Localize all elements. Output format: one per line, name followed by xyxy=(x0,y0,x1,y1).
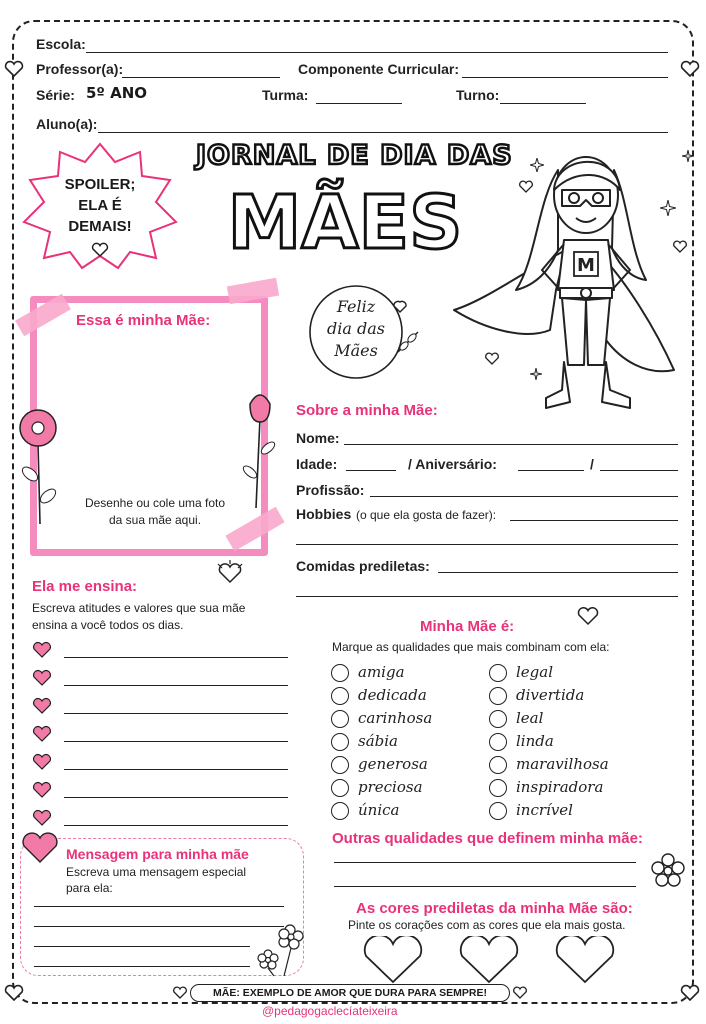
quality-label: única xyxy=(358,801,400,819)
photo-title: Essa é minha Mãe: xyxy=(76,312,211,329)
message-instruction-line-1: Escreva uma mensagem especial xyxy=(66,865,247,879)
heart-icon xyxy=(172,986,188,1000)
teaches-field[interactable] xyxy=(64,825,288,826)
student-field[interactable] xyxy=(98,132,668,133)
teaches-instruction xyxy=(32,600,245,634)
quality-label: generosa xyxy=(358,755,428,773)
teaches-title: Ela me ensina: xyxy=(32,578,138,595)
teaches-field[interactable] xyxy=(64,713,288,714)
heart-icon xyxy=(214,560,246,586)
class-field[interactable] xyxy=(316,103,402,104)
quality-label: preciosa xyxy=(358,778,423,796)
message-instruction xyxy=(66,864,246,896)
quality-checkbox[interactable] xyxy=(489,710,507,728)
heart-icon xyxy=(680,60,700,78)
colors-instruction: Pinte os corações com as cores que ela mais gosta. xyxy=(348,918,626,932)
sparkle-icon xyxy=(682,150,694,162)
teaches-field[interactable] xyxy=(64,797,288,798)
badge-line-3: Mães xyxy=(334,341,378,360)
title-line-1: JORNAL DE DIA DAS xyxy=(196,140,513,171)
teacher-field[interactable] xyxy=(122,77,280,78)
hobbies-field-2[interactable] xyxy=(296,544,678,545)
footer-credit: @pedagogaclecíateixeira xyxy=(262,1004,398,1018)
other-qualities-field-2[interactable] xyxy=(334,886,636,887)
badge-text xyxy=(304,296,408,362)
superhero-mom-illustration xyxy=(446,140,680,412)
colors-title: As cores prediletas da minha Mãe são: xyxy=(356,900,633,917)
hero-letter: M xyxy=(577,255,595,276)
quality-checkbox[interactable] xyxy=(331,779,349,797)
photo-instruction xyxy=(70,495,240,529)
name-field[interactable] xyxy=(344,444,678,445)
heart-icon xyxy=(4,60,24,78)
quality-checkbox[interactable] xyxy=(331,733,349,751)
my-mom-is-instruction: Marque as qualidades que mais combinam com ela: xyxy=(332,640,610,654)
message-instruction-line-2: para ela: xyxy=(66,881,113,895)
foods-field-2[interactable] xyxy=(296,596,678,597)
quality-checkbox[interactable] xyxy=(489,733,507,751)
profession-field[interactable] xyxy=(370,496,678,497)
teaches-field[interactable] xyxy=(64,769,288,770)
photo-instruction-line-2: da sua mãe aqui. xyxy=(108,513,202,527)
heart-icon xyxy=(20,830,60,866)
quality-checkbox[interactable] xyxy=(489,664,507,682)
hobbies-hint: (o que ela gosta de fazer): xyxy=(356,508,497,522)
flower-icon xyxy=(14,404,64,528)
school-label: Escola: xyxy=(36,36,86,52)
school-field[interactable] xyxy=(86,52,668,53)
message-field-1[interactable] xyxy=(34,906,284,907)
component-label: Componente Curricular: xyxy=(298,61,460,77)
quality-label: legal xyxy=(516,663,554,681)
quality-checkbox[interactable] xyxy=(331,687,349,705)
heart-icon xyxy=(32,725,52,743)
message-title: Mensagem para minha mãe xyxy=(66,846,249,862)
color-heart-1[interactable] xyxy=(362,936,424,986)
grade-value: 5º ANO xyxy=(86,84,148,102)
quality-checkbox[interactable] xyxy=(489,687,507,705)
heart-icon xyxy=(680,984,700,1002)
teacher-label: Professor(a): xyxy=(36,61,124,77)
quality-label: divertida xyxy=(516,686,585,704)
heart-icon xyxy=(576,606,600,626)
hobbies-field-1[interactable] xyxy=(510,520,678,521)
spoiler-line-1: SPOILER; xyxy=(64,176,136,193)
other-qualities-field-1[interactable] xyxy=(334,862,636,863)
quality-checkbox[interactable] xyxy=(489,779,507,797)
message-field-3[interactable] xyxy=(34,946,250,947)
title-line-2: MÃES xyxy=(227,180,463,266)
photo-instruction-line-1: Desenhe ou cole uma foto xyxy=(84,496,226,510)
heart-icon xyxy=(32,753,52,771)
my-mom-is-title: Minha Mãe é: xyxy=(420,618,515,635)
name-label: Nome: xyxy=(296,430,340,446)
message-field-4[interactable] xyxy=(34,966,250,967)
profession-label: Profissão: xyxy=(296,482,365,498)
teaches-field[interactable] xyxy=(64,741,288,742)
badge-line-2: dia das xyxy=(327,319,385,338)
age-label: Idade: xyxy=(296,456,338,472)
shift-field[interactable] xyxy=(500,103,586,104)
color-heart-2[interactable] xyxy=(458,936,520,986)
flower-icon xyxy=(650,852,686,888)
birthday-slash: / xyxy=(590,456,594,472)
message-field-2[interactable] xyxy=(34,926,284,927)
quality-checkbox[interactable] xyxy=(331,802,349,820)
shift-label: Turno: xyxy=(456,87,500,103)
quality-label: amiga xyxy=(358,663,405,681)
component-field[interactable] xyxy=(462,77,668,78)
birthday-label: / Aniversário: xyxy=(408,456,497,472)
quality-checkbox[interactable] xyxy=(331,664,349,682)
quality-label: incrível xyxy=(516,801,573,819)
footer-banner: MÃE: EXEMPLO DE AMOR QUE DURA PARA SEMPRE! xyxy=(190,984,510,1002)
quality-label: dedicada xyxy=(358,686,427,704)
foods-field-1[interactable] xyxy=(438,572,678,573)
heart-icon xyxy=(32,697,52,715)
flower-icon xyxy=(254,918,306,978)
heart-icon xyxy=(4,984,24,1002)
quality-label: carinhosa xyxy=(358,709,433,727)
teaches-field[interactable] xyxy=(64,685,288,686)
quality-label: inspiradora xyxy=(516,778,604,796)
heart-icon xyxy=(32,641,52,659)
hobbies-label: Hobbies xyxy=(296,506,352,522)
flower-icon xyxy=(240,388,280,512)
quality-label: linda xyxy=(516,732,554,750)
heart-icon xyxy=(91,242,109,258)
color-heart-3[interactable] xyxy=(554,936,616,986)
quality-checkbox[interactable] xyxy=(331,710,349,728)
spoiler-text xyxy=(20,174,180,237)
quality-label: maravilhosa xyxy=(516,755,609,773)
other-qualities-title: Outras qualidades que definem minha mãe: xyxy=(332,830,643,847)
teaches-field[interactable] xyxy=(64,657,288,658)
spoiler-line-3: DEMAIS! xyxy=(68,218,132,235)
quality-checkbox[interactable] xyxy=(489,756,507,774)
foods-label: Comidas prediletas: xyxy=(296,558,430,574)
student-label: Aluno(a): xyxy=(36,116,98,132)
about-title: Sobre a minha Mãe: xyxy=(296,402,438,419)
birthday-day-field[interactable] xyxy=(518,470,584,471)
quality-checkbox[interactable] xyxy=(331,756,349,774)
badge-line-1: Feliz xyxy=(336,297,376,316)
heart-icon xyxy=(32,809,52,827)
quality-checkbox[interactable] xyxy=(489,802,507,820)
birthday-month-field[interactable] xyxy=(600,470,678,471)
heart-icon xyxy=(32,669,52,687)
age-field[interactable] xyxy=(346,470,396,471)
teaches-instruction-line-2: ensina a você todos os dias. xyxy=(32,618,184,632)
heart-icon xyxy=(512,986,528,1000)
grade-label: Série: xyxy=(36,87,75,103)
quality-label: sábia xyxy=(358,732,398,750)
heart-icon xyxy=(32,781,52,799)
class-label: Turma: xyxy=(262,87,309,103)
teaches-instruction-line-1: Escreva atitudes e valores que sua mãe xyxy=(32,601,246,615)
quality-label: leal xyxy=(516,709,544,727)
spoiler-line-2: ELA É xyxy=(78,197,122,214)
